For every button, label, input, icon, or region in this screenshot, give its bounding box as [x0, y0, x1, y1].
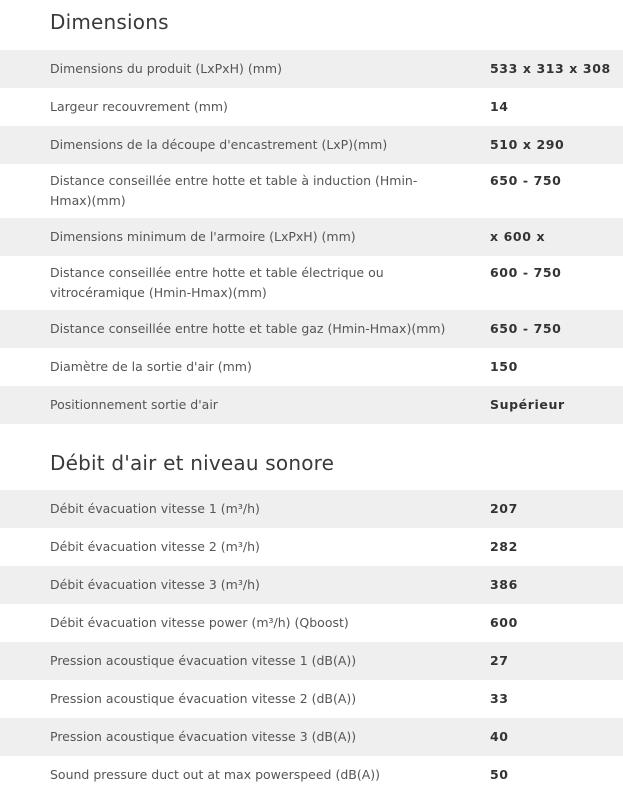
table-row — [0, 218, 623, 256]
row-value: 386 — [490, 577, 518, 592]
row-value: 282 — [490, 539, 518, 554]
row-label: Pression acoustique évacuation vitesse 1 (dB(A)) — [50, 653, 357, 668]
row-value: 207 — [490, 501, 518, 516]
table-row — [0, 490, 623, 528]
table-row — [0, 256, 623, 310]
table-row — [0, 756, 623, 794]
row-label: Pression acoustique évacuation vitesse 2 (dB(A)) — [50, 691, 357, 706]
table-row — [0, 566, 623, 604]
row-value: 50 — [490, 767, 509, 782]
table-row — [0, 348, 623, 386]
section-title-airflow-noise: Débit d'air et niveau sonore — [50, 451, 335, 475]
row-value: 533 x 313 x 308 — [490, 61, 611, 76]
table-row — [0, 604, 623, 642]
table-row — [0, 680, 623, 718]
row-value: 150 — [490, 359, 518, 374]
row-label: Distance conseillée entre hotte et table à induction (Hmin-Hmax)(mm) — [50, 173, 418, 208]
row-label: Dimensions de la découpe d'encastrement (LxP)(mm) — [50, 137, 388, 152]
row-label: Distance conseillée entre hotte et table gaz (Hmin-Hmax)(mm) — [50, 321, 446, 336]
row-label: Positionnement sortie d'air — [50, 397, 218, 412]
row-value: 14 — [490, 99, 509, 114]
row-value: 510 x 290 — [490, 137, 565, 152]
table-row — [0, 126, 623, 164]
row-label: Débit évacuation vitesse 2 (m³/h) — [50, 539, 260, 554]
table-row — [0, 386, 623, 424]
row-value: 650 - 750 — [490, 173, 562, 188]
row-value: x 600 x — [490, 229, 546, 244]
row-value: 40 — [490, 729, 509, 744]
row-label: Sound pressure duct out at max powerspeed (dB(A)) — [50, 767, 381, 782]
row-label: Débit évacuation vitesse power (m³/h) (Qboost) — [50, 615, 349, 630]
row-value: 27 — [490, 653, 509, 668]
row-label: Distance conseillée entre hotte et table électrique ou vitrocéramique (Hmin-Hmax)(mm) — [50, 265, 384, 300]
row-value: 650 - 750 — [490, 321, 562, 336]
row-label: Pression acoustique évacuation vitesse 3 (dB(A)) — [50, 729, 357, 744]
table-row — [0, 88, 623, 126]
row-value: 600 — [490, 615, 518, 630]
table-row — [0, 164, 623, 218]
row-label: Diamètre de la sortie d'air (mm) — [50, 359, 252, 374]
row-value: 600 - 750 — [490, 265, 562, 280]
row-label: Dimensions minimum de l'armoire (LxPxH) (mm) — [50, 229, 356, 244]
table-row — [0, 50, 623, 88]
table-row — [0, 718, 623, 756]
airflow-table — [0, 490, 623, 794]
table-row — [0, 642, 623, 680]
table-row — [0, 310, 623, 348]
row-label: Largeur recouvrement (mm) — [50, 99, 228, 114]
row-label: Débit évacuation vitesse 3 (m³/h) — [50, 577, 260, 592]
row-value: 33 — [490, 691, 509, 706]
table-row — [0, 528, 623, 566]
section-title-dimensions: Dimensions — [50, 10, 169, 34]
row-value: Supérieur — [490, 397, 565, 412]
row-label: Débit évacuation vitesse 1 (m³/h) — [50, 501, 260, 516]
row-label: Dimensions du produit (LxPxH) (mm) — [50, 61, 282, 76]
dimensions-table — [0, 50, 623, 424]
